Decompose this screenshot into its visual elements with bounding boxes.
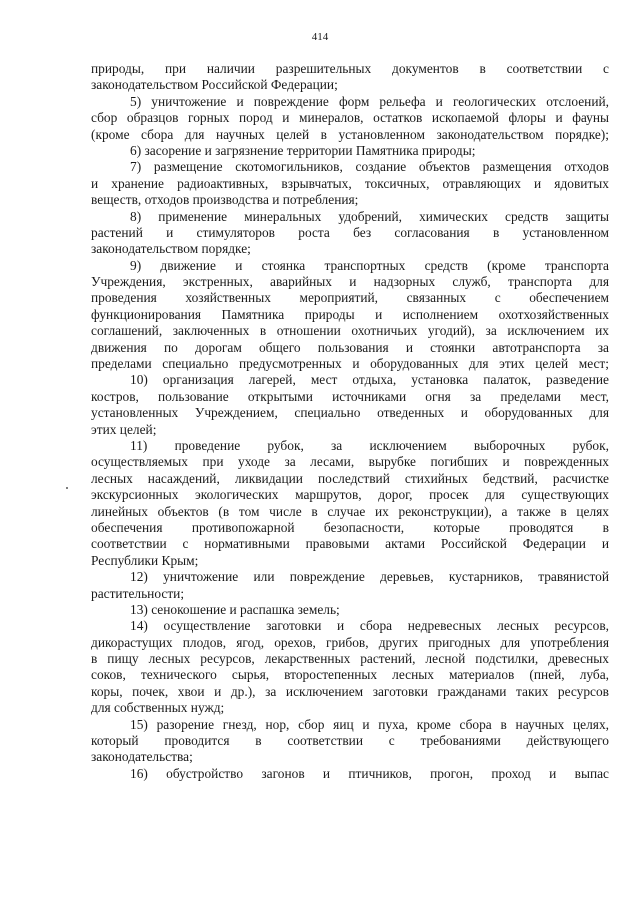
page-number: 414 [311, 31, 329, 43]
text-line: растений и стимуляторов роста без согласования в установленном [91, 224, 609, 240]
document-body [91, 61, 609, 782]
text-line: соответствии с нормативными правовыми актами Российской Федерации и [91, 536, 609, 552]
text-line: сбор образцов горных пород и минералов, остатков ископаемой флоры и фауны [91, 110, 609, 126]
text-line: веществ, отходов производства и потребления; [91, 192, 359, 208]
text-line: законодательства; [91, 749, 193, 765]
text-line: 11) проведение рубок, за исключением выборочных рубок, [130, 437, 609, 453]
text-line: 12) уничтожение или повреждение деревьев, кустарников, травянистой [130, 569, 609, 585]
text-line: соков, технического сырья, второстепенных лесных материалов (пней, луба, [91, 667, 609, 683]
text-line: который проводится в соответствии с требованиями действующего [91, 733, 609, 749]
text-line: движения по дорогам общего пользования и стоянки автотранспорта за [91, 339, 609, 355]
text-line: функционирования Памятника природы и исполнением охотхозяйственных [91, 306, 609, 322]
text-line: Республики Крым; [91, 552, 199, 568]
text-line: дикорастущих плодов, ягод, орехов, грибов, других пригодных для употребления [91, 634, 609, 650]
text-line: 16) обустройство загонов и птичников, прогон, проход и выпас [130, 765, 609, 781]
text-line: (кроме сбора для научных целей в установленном законодательством порядке); [91, 126, 609, 142]
text-line: коры, почек, хвои и др.), за исключением заготовки гражданами таких ресурсов [91, 683, 609, 699]
text-line: растительности; [91, 585, 185, 601]
text-line: 14) осуществление заготовки и сбора недревесных лесных ресурсов, [130, 618, 609, 634]
text-line: 5) уничтожение и повреждение форм рельефа и геологических отслоений, [130, 93, 609, 109]
text-line: 9) движение и стоянка транспортных средств (кроме транспорта [130, 257, 609, 273]
text-line: этих целей; [91, 421, 157, 437]
text-line: 7) размещение скотомогильников, создание объектов размещения отходов [130, 159, 609, 175]
text-line: законодательством порядке; [91, 241, 251, 257]
text-line: установленных Учреждением, специально отведенных и оборудованных для [91, 405, 609, 421]
text-line: Учреждения, экстренных, аварийных и надзорных служб, транспорта для [91, 274, 609, 290]
text-line: обеспечения противопожарной безопасности, которые проводятся в [91, 519, 609, 535]
text-line: и хранение радиоактивных, взрывчатых, токсичных, отравляющих и ядовитых [91, 175, 609, 191]
text-line: лесных насаждений, ликвидации последствий стихийных бедствий, расчистке [91, 470, 609, 486]
text-line: 10) организация лагерей, мест отдыха, установка палаток, разведение [130, 372, 609, 388]
text-line: 6) засорение и загрязнение территории Памятника природы; [130, 142, 476, 158]
text-line: в пищу лесных ресурсов, лекарственных растений, лесной подстилки, древесных [91, 651, 609, 667]
text-line: осуществляемых при уходе за лесами, вырубке погибших и поврежденных [91, 454, 609, 470]
text-line: 13) сенокошение и распашка земель; [130, 601, 340, 617]
text-line: для собственных нужд; [91, 700, 225, 716]
text-line: экскурсионных экологических маршрутов, дорог, просек для существующих [91, 487, 609, 503]
text-line: соглашений, заключенных в отношении охотничьих угодий), за исключением их [91, 323, 609, 339]
text-line: проведения хозяйственных мероприятий, связанных с обеспечением [91, 290, 609, 306]
text-line: пределами специально предусмотренных и оборудованных для этих целей мест; [91, 356, 609, 372]
text-line: линейных объектов (в том числе в случае их реконструкции), а также в целях [91, 503, 609, 519]
text-line: природы, при наличии разрешительных документов в соответствии с [91, 61, 609, 76]
text-line: костров, пользование открытыми источниками огня за пределами мест, [91, 388, 609, 404]
text-line: законодательством Российской Федерации; [91, 77, 338, 93]
scan-speck [66, 487, 68, 489]
text-line: 8) применение минеральных удобрений, химических средств защиты [130, 208, 609, 224]
text-line: 15) разорение гнезд, нор, сбор яиц и пуха, кроме сбора в научных целях, [130, 716, 609, 732]
